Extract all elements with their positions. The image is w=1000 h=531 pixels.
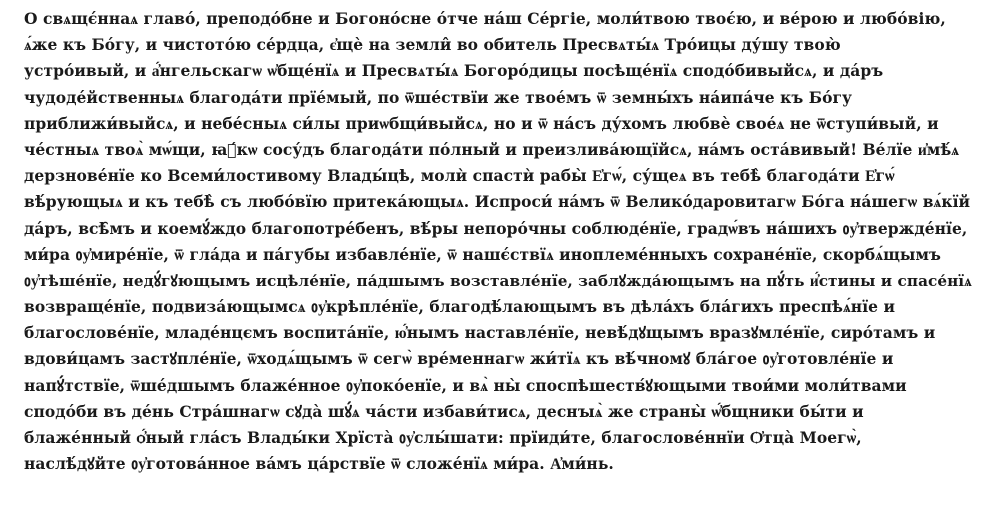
prayer-line: О свѧщє́ннаѧ главо́, преподо́бне и Богоно́сне о́тче на́ш Се́ргіе, моли́твою твоє́ю, и ве́рою и любо́вію,	[24, 9, 946, 28]
prayer-line: вѣ́рующыѧ и къ тебѣ̀ съ любо́вїю притека́ющыѧ. Испроси́ на́мъ ѿ Велико́даровитагѡ Бо́га на́шегѡ вѧ́кїй	[24, 192, 971, 212]
prayer-line: приближи́выйсѧ, и небе́сныѧ си́лы приѡбщи́выйсѧ, но и ѿ на́съ ду́хомъ любвѐ свое́ѧ не ѿступи́вый, и	[24, 113, 939, 133]
prayer-line: возвраще́нїе, подвиза́ющымсѧ ᲂу҆крѣпле́нїе, благодѣ́лающымъ въ дѣла́хъ бла́гихъ преспѣѧ́нїе и	[24, 297, 896, 317]
prayer-line: благослове́нїе, младе́нцємъ воспита́нїе, ю҆́нымъ наставле́нїе, невѣ́дꙋщымъ вразꙋмле́нїе, сиро́тамъ и	[24, 323, 936, 343]
prayer-text	[24, 6, 984, 477]
prayer-line: ѧ́же къ Бо́гу, и чистото́ю се́рдца, є҆щѐ на земли̂ во обитель Пресвѧты́ѧ Тро́ицы ду́шу твою̀	[24, 35, 841, 55]
prayer-line: ми́ра ᲂу҆мире́нїе, ѿ гла́да и па́губы избавле́нїе, ѿ нашє́ствїѧ иноплеме́нныхъ сохране́нїе, скорбѧ́щымъ	[24, 244, 941, 264]
prayer-line: дерзнове́нїе ко Всеми́лостивому Влады́цѣ, молѝ спастѝ рабы̀ Е҆гѡ́, су́щеѧ въ тебѣ̀ благода́ти Е҆гѡ́	[24, 166, 895, 186]
prayer-line: че́стныѧ твоѧ̀ мѡ́щи, ꙗ҆́кѡ сосу́дъ благода́ти по́лный и преизлива́ющїйсѧ, на́мъ оста́вивый! Ве́лїе и҆мѣ́ѧ	[24, 139, 960, 159]
prayer-line: сподо́би въ де́нь Стра́шнагѡ сꙋда̀ шꙋ́ѧ ча́сти избави́тисѧ, деснꙑѧ̀ же страны̀ ѡ҆́бщники бы́ти и	[24, 401, 864, 421]
prayer-line: вдови́цамъ застꙋпле́нїе, ѿходѧ́щымъ ѿ сегѡ̀ вре́меннагѡ жи́тїѧ къ вѣ́чномꙋ бла́гое ᲂу҆готовле́нїе и	[24, 349, 894, 369]
prayer-line: устро́ивый, и а҆́нгельскагѡ ѡ҆бще́нїѧ и Пресвѧты́ѧ Богоро́дицы посѣще́нїѧ сподо́бивыйсѧ, и да́ръ	[24, 61, 884, 81]
prayer-line: наслѣ́дꙋйте ᲂу҆готова́нное ва́мъ ца́рствїе ѿ сложе́нїѧ ми́ра. А҆ми́нь.	[24, 454, 614, 474]
prayer-line: да́ръ, всѣ̑мъ и коемꙋ́ждо благопотре́бенъ, вѣ́ры непоро́чны соблюде́нїе, градѡ́въ на́шихъ ᲂу҆твержде́нїе,	[24, 218, 968, 238]
prayer-line: блаже́нный ѻ҆́ный гла́съ Влады́ки Хрїста̀ ᲂу҆слы́шати: прїиди́те, благослове́ннїи Ѻ҆тца̀ Моегѡ̀,	[24, 428, 862, 447]
prayer-line: ᲂу҆тѣше́нїе, недꙋ́гꙋющымъ исцѣле́нїе, па́дшымъ возставле́нїе, заблꙋжда́ющымъ на пꙋ́ть и҆́стины и спасе́нїѧ	[24, 271, 972, 290]
prayer-line: напꙋ́тствїе, ѿше́дшымъ блаже́нное ᲂу҆поко́енїе, и вѧ̀ ны̀ споспѣшеств́ꙋющыми твои́ми моли́твами	[24, 375, 907, 395]
prayer-line: чудоде́йственныѧ благода́ти прїе́мый, по ѿше́ствїи же твое́мъ ѿ земны́хъ на́ипа́че къ Бо́гу	[24, 87, 852, 107]
